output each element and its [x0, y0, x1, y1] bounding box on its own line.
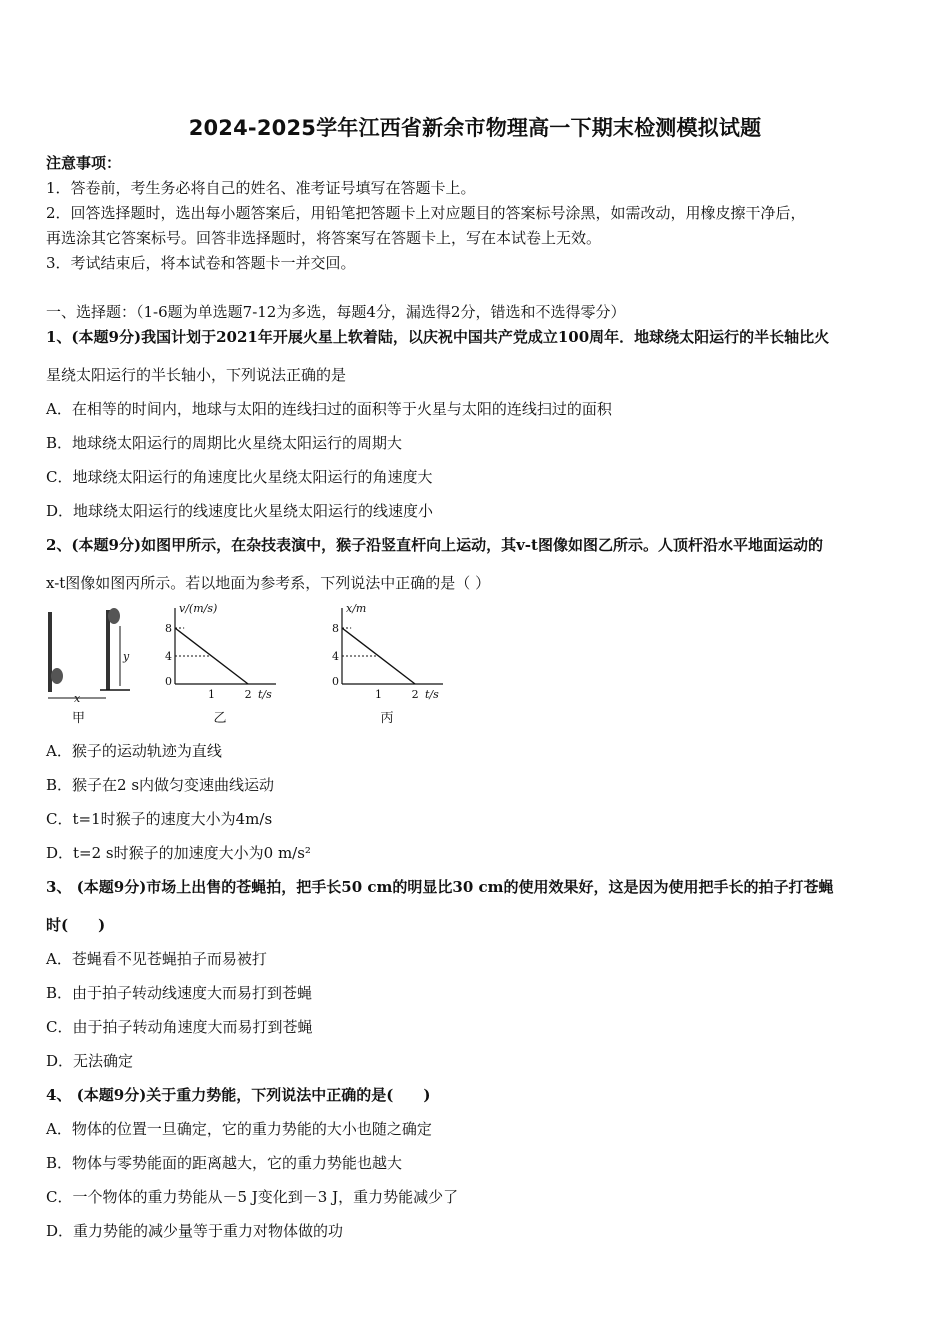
- monkey-right-icon: [108, 608, 120, 624]
- y-tick-label: 0: [332, 675, 339, 688]
- y-tick-label: 8: [165, 622, 172, 635]
- q3-option-b: B．由于拍子转动线速度大而易打到苍蝇: [46, 984, 313, 1002]
- q3-option-c: C．由于拍子转动角速度大而易打到苍蝇: [46, 1018, 313, 1036]
- x-tick-label: 1: [375, 688, 383, 701]
- notice-line: 2．回答选择题时，选出每小题答案后，用铅笔把答题卡上对应题目的答案标号涂黑，如需改动，用橡皮擦干净后，: [46, 204, 806, 222]
- y-label: y: [123, 650, 130, 663]
- caption-bing: 丙: [380, 711, 394, 726]
- page-title: 2024-2025学年江西省新余市物理高一下期末检测模拟试题: [188, 116, 762, 140]
- q3-option-a: A．苍蝇看不见苍蝇拍子而易被打: [46, 950, 267, 968]
- q4-option-c: C．一个物体的重力势能从－5 J变化到－3 J，重力势能减少了: [46, 1188, 459, 1206]
- x-axis-label: t/s: [425, 688, 439, 701]
- q3-option-d: D．无法确定: [46, 1052, 134, 1070]
- notice-line: 1．答卷前，考生务必将自己的姓名、准考证号填写在答题卡上。: [46, 179, 476, 197]
- q3-stem: 3、 (本题9分)市场上出售的苍蝇拍，把手长50 cm的明显比30 cm的使用效果好，这是因为使用把手长的拍子打苍蝇: [46, 878, 834, 896]
- q2-option-d: D．t=2 s时猴子的加速度大小为0 m/s²: [46, 844, 311, 862]
- chart-yi: [165, 602, 276, 726]
- figure-jia: [48, 608, 130, 726]
- q2-option-b: B．猴子在2 s内做匀变速曲线运动: [46, 776, 275, 794]
- x-tick-label: 2: [411, 688, 419, 701]
- x-tick-label: 1: [208, 688, 216, 701]
- q2-option-a: A．猴子的运动轨迹为直线: [46, 742, 222, 760]
- q4-option-b: B．物体与零势能面的距离越大，它的重力势能也越大: [46, 1154, 403, 1172]
- x-tick-label: 2: [244, 688, 252, 701]
- q1-option-c: C．地球绕太阳运行的角速度比火星绕太阳运行的角速度大: [46, 468, 433, 486]
- q2-figure-svg: [40, 598, 480, 730]
- y-axis-label: x/m: [346, 602, 367, 615]
- q4-stem: 4、 (本题9分)关于重力势能，下列说法中正确的是( ): [46, 1086, 431, 1104]
- q2-stem-cont: x-t图像如图丙所示。若以地面为参考系，下列说法中正确的是（ ）: [46, 574, 491, 592]
- q2-figure: [40, 598, 480, 730]
- pole-left: [48, 612, 52, 692]
- q1-stem-cont: 星绕太阳运行的半长轴小，下列说法正确的是: [46, 366, 347, 384]
- y-axis-label: v/(m/s): [179, 602, 218, 615]
- caption-jia: 甲: [72, 711, 86, 726]
- chart-bing: [332, 602, 443, 726]
- x-label: x: [74, 692, 81, 705]
- monkey-left-icon: [51, 668, 63, 684]
- notice-heading: 注意事项：: [46, 154, 122, 172]
- pole-right: [106, 610, 110, 690]
- x-axis-label: t/s: [258, 688, 272, 701]
- notice-line: 3．考试结束后，将本试卷和答题卡一并交回。: [46, 254, 356, 272]
- q4-option-d: D．重力势能的减少量等于重力对物体做的功: [46, 1222, 344, 1240]
- q3-stem-cont: 时( ): [46, 916, 106, 934]
- q1-option-a: A．在相等的时间内，地球与太阳的连线扫过的面积等于火星与太阳的连线扫过的面积: [46, 400, 612, 418]
- q2-option-c: C．t=1时猴子的速度大小为4m/s: [46, 810, 273, 828]
- notice-line: 再选涂其它答案标号。回答非选择题时，将答案写在答题卡上，写在本试卷上无效。: [46, 229, 602, 247]
- q1-option-d: D．地球绕太阳运行的线速度比火星绕太阳运行的线速度小: [46, 502, 434, 520]
- section-heading: 一、选择题：（1-6题为单选题7-12为多选，每题4分，漏选得2分，错选和不选得零分）: [46, 303, 626, 321]
- q2-stem: 2、(本题9分)如图甲所示，在杂技表演中，猴子沿竖直杆向上运动，其v-t图像如图乙所示。人顶杆沿水平地面运动的: [46, 536, 823, 554]
- q1-stem: 1、(本题9分)我国计划于2021年开展火星上软着陆，以庆祝中国共产党成立100周年．地球绕太阳运行的半长轴比火: [46, 328, 830, 346]
- q1-option-b: B．地球绕太阳运行的周期比火星绕太阳运行的周期大: [46, 434, 403, 452]
- series-line: [175, 628, 248, 684]
- y-tick-label: 0: [165, 675, 172, 688]
- y-tick-label: 4: [165, 650, 172, 663]
- q4-option-a: A．物体的位置一旦确定，它的重力势能的大小也随之确定: [46, 1120, 432, 1138]
- series-line: [342, 628, 415, 684]
- y-tick-label: 4: [332, 650, 339, 663]
- y-tick-label: 8: [332, 622, 339, 635]
- caption-yi: 乙: [213, 711, 227, 726]
